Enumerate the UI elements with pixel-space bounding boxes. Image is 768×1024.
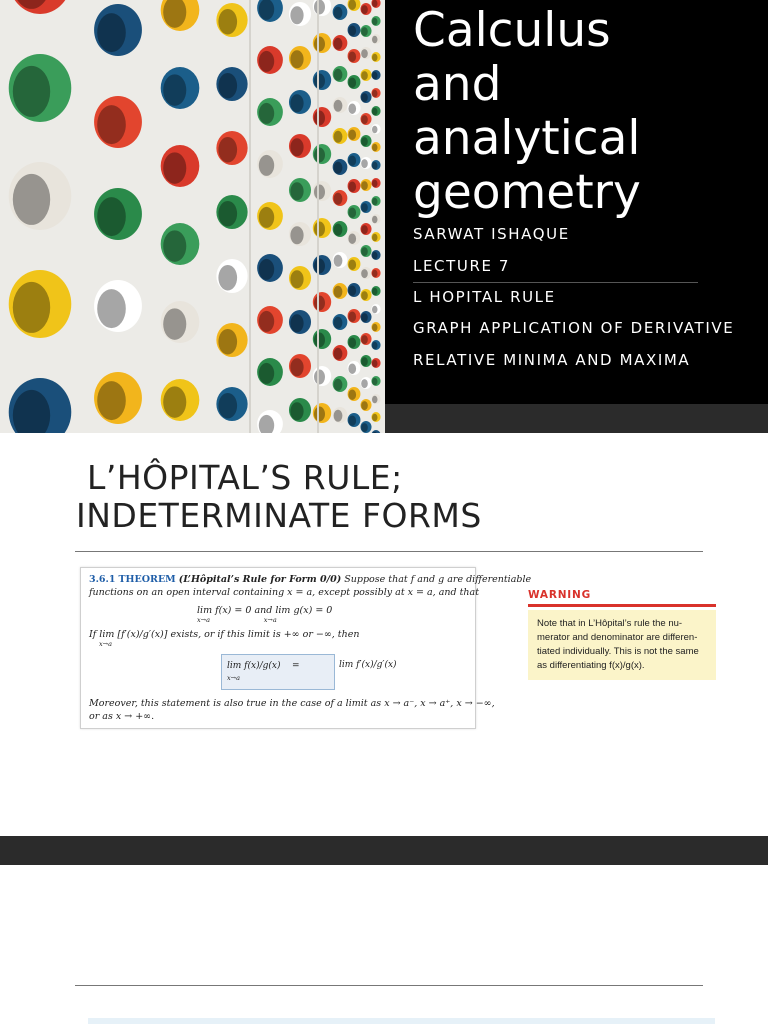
wall-hole [348,101,361,115]
wall-hole [313,70,331,90]
wall-hole [333,314,348,330]
wall-hole [257,358,283,386]
topic-lhopital: L HOPITAL RULE [413,288,556,306]
theorem-limits-sub: x→a x→a [197,616,277,624]
wall-hole [257,410,283,433]
wall-hole [289,398,311,422]
wall-hole [257,306,283,334]
wall-hole [333,66,348,82]
title-line-1: Calculus [413,3,611,58]
wall-hole [348,283,361,297]
wall-hole [9,378,72,433]
next-slide-content-strip [88,1018,715,1024]
wall-hole [371,214,380,224]
wall-hole [348,49,361,63]
wall-hole [360,113,371,125]
wall-hole [371,160,380,170]
wall-hole [161,0,200,31]
warning-line-1: Note that in L’Hôpital’s rule the nu- [537,618,683,629]
wall-hole [94,188,142,240]
wall-hole [371,268,380,278]
equation-sub: x→a [227,674,240,682]
wall-hole [371,142,380,152]
warning-rule [528,604,716,607]
lhopital-slide [0,433,768,836]
wall-hole [371,196,380,206]
wall-hole [371,0,380,8]
wall-hole [371,250,380,260]
equation-right: lim f′(x)/g′(x) [339,660,397,670]
wall-hole [360,3,371,15]
warning-line-2: merator and denominator are differen- [537,632,698,643]
wall-hole [360,25,371,37]
wall-hole [371,52,380,62]
wall-hole [257,150,283,178]
warning-box [528,589,716,679]
wall-hole [371,286,380,296]
wall-hole [360,91,371,103]
wall-hole [371,304,380,314]
wall-hole [94,372,142,424]
wall-hole [9,54,72,122]
wall-hole [313,218,331,238]
wall-hole [360,421,371,433]
wall-hole [9,162,72,230]
wall-hole [216,131,247,165]
wall-hole [348,387,361,401]
wall-hole [360,289,371,301]
wall-hole [371,232,380,242]
wall-hole [216,259,247,293]
wall-hole [313,107,331,127]
wall-hole [360,245,371,257]
wall-hole [348,335,361,349]
wall-hole [289,310,311,334]
wall-hole [360,223,371,235]
warning-body [528,610,716,680]
wall-hole [360,377,371,389]
wall-hole [333,159,348,175]
wall-hole [289,354,311,378]
wall-hole [313,181,331,201]
wall-hole [360,47,371,59]
topic-minima-maxima: RELATIVE MINIMA AND MAXIMA [413,351,691,369]
wall-hole [348,153,361,167]
wall-hole [371,340,380,350]
wall-hole [371,322,380,332]
wall-hole [289,178,311,202]
wall-hole [161,379,200,421]
wall-hole [333,128,348,144]
theorem-label: THEOREM [118,574,176,585]
wall-hole [348,361,361,375]
theorem-name: (L’Hôpital’s Rule for Form 0/0) [178,574,342,585]
lecture-number: LECTURE 7 [413,257,511,275]
theorem-limits: lim f(x) = 0 and lim g(x) = 0 [197,605,333,616]
wall-hole [216,387,247,421]
title-line-2: and [413,57,502,112]
wall-hole [216,67,247,101]
equation-left: lim f(x)/g(x) [227,661,281,671]
topic-graph-application: GRAPH APPLICATION OF DERIVATIVE [413,319,735,337]
wall-hole [313,403,331,423]
wall-hole [348,23,361,37]
wall-hole [313,366,331,386]
wall-hole [257,254,283,282]
slide-heading [76,459,482,535]
title-slide [0,0,768,433]
wall-hole [371,376,380,386]
wall-hole [371,394,380,404]
wall-hole [313,292,331,312]
warning-line-3: tiated individually. This is not the same [537,646,699,657]
wall-hole [360,267,371,279]
wall-hole [161,223,200,265]
wall-hole [257,0,283,22]
wall-hole [313,144,331,164]
wall-hole [94,280,142,332]
wall-hole [161,145,200,187]
wall-hole [161,301,200,343]
title-line-4: geometry [413,165,641,220]
wall-hole [333,283,348,299]
wall-hole [313,329,331,349]
theorem-equation [221,654,335,690]
wall-hole [360,135,371,147]
title-footer-band [385,404,768,433]
theorem-box [80,567,532,729]
wall-hole [333,190,348,206]
wall-hole [371,106,380,116]
wall-hole [333,221,348,237]
wall-hole [360,201,371,213]
wall-hole [216,195,247,229]
theorem-header [89,574,531,585]
wall-hole [216,3,247,37]
theorem-line1: Suppose that f and g are differentiable [344,574,532,585]
wall-hole [333,252,348,268]
wall-hole [348,413,361,427]
wall-hole [289,222,311,246]
title-line-3: analytical [413,111,641,166]
wall-hole [360,355,371,367]
wall-hole [333,345,348,361]
wall-hole [371,124,380,134]
theorem-condition-sub: x→a [99,640,112,648]
equation-equals: = [292,661,300,671]
wall-hole [371,178,380,188]
warning-heading: WARNING [528,589,592,601]
wall-hole [348,75,361,89]
wall-hole [360,311,371,323]
wall-hole [313,0,331,16]
wall-hole [371,88,380,98]
wall-hole [348,0,361,11]
wall-hole [333,4,348,20]
theorem-moreover-2: or as x → +∞. [89,711,155,722]
heading-divider [75,551,703,552]
wall-hole [289,266,311,290]
subtitle-divider [413,282,698,283]
wall-hole [161,67,200,109]
wall-hole [371,34,380,44]
theorem-line2: functions on an open interval containing x = a, except possibly at x = a, and that [89,587,480,598]
wall-hole [257,202,283,230]
wall-hole [371,412,380,422]
wall-hole [371,70,380,80]
title-panel [385,0,768,404]
wall-hole [360,399,371,411]
wall-hole [348,127,361,141]
heading-line-2: INDETERMINATE FORMS [76,496,482,535]
next-slide-divider [75,985,703,986]
presentation-title [413,4,641,220]
wall-hole [94,96,142,148]
next-slide-partial [0,865,768,1024]
wall-hole [257,46,283,74]
wall-hole [333,376,348,392]
colorful-dots-image [0,0,385,433]
wall-hole [289,2,311,26]
wall-hole [333,35,348,51]
wall-hole [360,69,371,81]
wall-hole [360,179,371,191]
author-name: SARWAT ISHAQUE [413,225,570,243]
wall-hole [216,323,247,357]
wall-hole [371,16,380,26]
warning-line-4: as differentiating f(x)/g(x). [537,660,645,671]
wall-hole [371,358,380,368]
theorem-moreover-1: Moreover, this statement is also true in the case of a limit as x → a⁻, x → a⁺, x → −∞, [89,698,495,709]
wall-hole [348,205,361,219]
heading-line-1: L’HÔPITAL’S RULE; [76,458,403,497]
wall-hole [360,157,371,169]
wall-hole [313,33,331,53]
theorem-number: 3.6.1 [89,574,116,585]
slide-separator-band [0,836,768,865]
wall-hole [9,0,72,14]
dots-pattern [0,0,385,433]
wall-hole [289,46,311,70]
wall-hole [360,333,371,345]
wall-hole [257,98,283,126]
wall-hole [333,97,348,113]
wall-hole [94,4,142,56]
theorem-condition: If lim [f′(x)/g′(x)] exists, or if this limit is +∞ or −∞, then [89,629,360,640]
wall-hole [348,309,361,323]
wall-hole [348,179,361,193]
wall-hole [289,90,311,114]
wall-hole [289,134,311,158]
wall-hole [9,270,72,338]
wall-hole [348,231,361,245]
wall-hole [348,257,361,271]
wall-hole [313,255,331,275]
wall-hole [333,407,348,423]
